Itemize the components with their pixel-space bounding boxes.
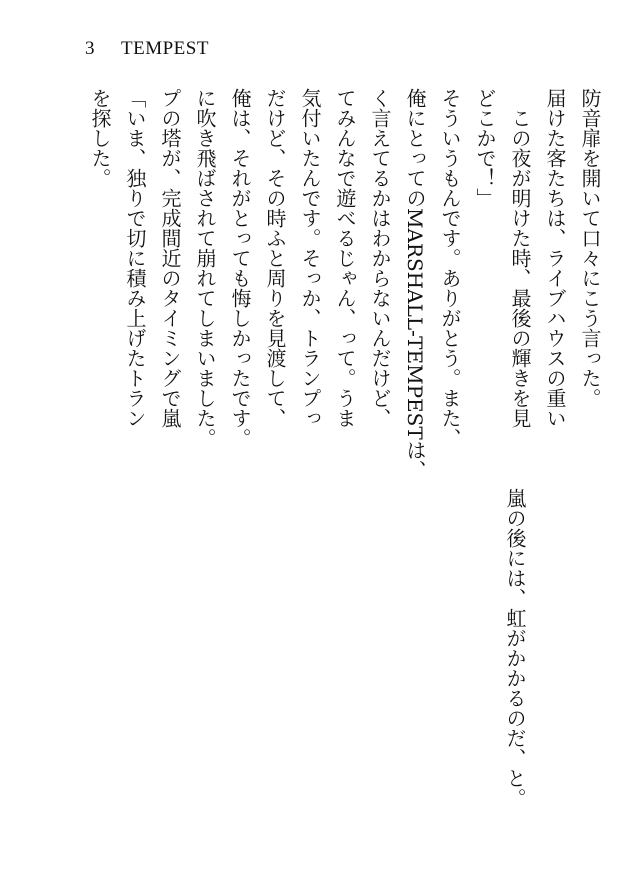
closing-line: 嵐の後には、虹がかかるのだ、と。: [503, 488, 527, 808]
text-line: 俺は、それがとっても悔しかったです。: [228, 88, 252, 448]
text-line: に吹き飛ばされて崩れてしまいました。: [193, 88, 217, 448]
text-line: 届けた客たちは、ライブハウスの重い: [543, 88, 567, 428]
text-line: この夜が明けた時、最後の輝きを見: [508, 88, 532, 428]
text-line: そういうもんです。ありがとう。また、: [438, 88, 462, 448]
page-number: 3: [85, 38, 95, 59]
text-line: く言えてるかはわからないんだけど、: [368, 88, 392, 428]
text-line: 俺にとってのMARSHALL-TEMPESTは、: [403, 88, 427, 480]
text-line: 気付いたんです。そっか、トランプっ: [298, 88, 322, 428]
text-line: 「いま、独りで切に積み上げたトラン: [123, 88, 147, 428]
running-title: TEMPEST: [121, 38, 209, 59]
text-line: てみんなで遊べるじゃん、って。うま: [333, 88, 357, 428]
text-line: 防音扉を開いて口々にこう言った。: [578, 88, 602, 408]
page-header: [85, 38, 209, 62]
text-line: だけど、その時ふと周りを見渡して、: [263, 88, 287, 428]
text-line: プの塔が、完成間近のタイミングで嵐: [158, 88, 182, 428]
text-line: どこかで！」: [473, 88, 497, 208]
text-line: を探した。: [88, 88, 112, 188]
vertical-body-text: [82, 88, 607, 480]
